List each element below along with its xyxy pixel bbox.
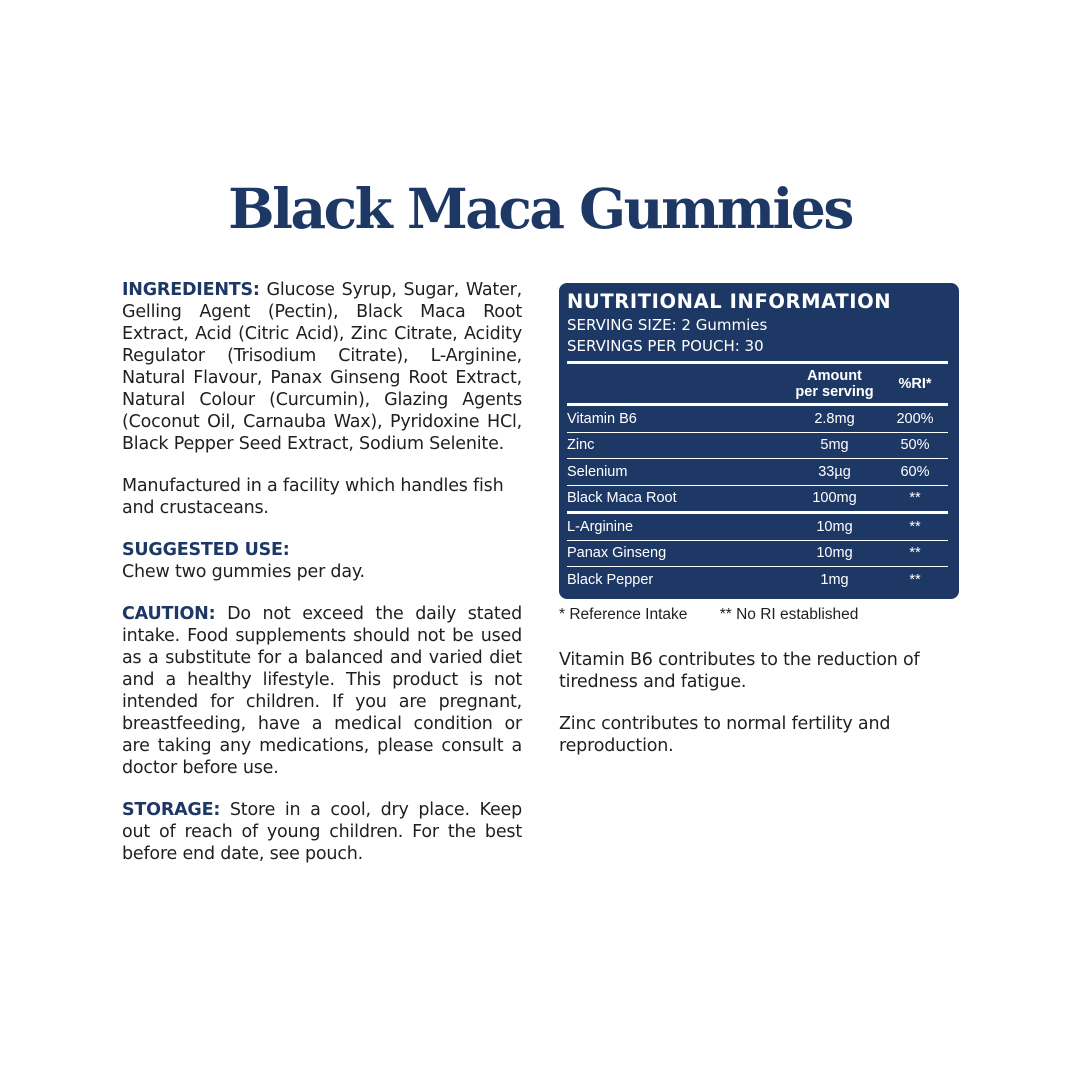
nutrition-title: NUTRITIONAL INFORMATION — [567, 290, 892, 313]
table-row — [567, 432, 948, 459]
table-row — [567, 485, 948, 513]
table-row — [567, 567, 948, 593]
nutrient-name: Panax Ginseng — [567, 540, 787, 567]
nutrient-amount: 5mg — [787, 432, 882, 459]
nutrient-ri: 50% — [882, 432, 948, 459]
claim-vitamin-b6: Vitamin B6 contributes to the reduction of tiredness and fatigue. — [559, 650, 920, 692]
table-footnotes — [559, 606, 959, 624]
header-amount — [787, 363, 882, 405]
ingredients-text: Glucose Syrup, Sugar, Water, Gelling Agent (Pectin), Black Maca Root Extract, Acid (Citric Acid), Zinc Citrate, Acidity Regulator (Trisodium Citrate), L-Arginine, Natural Flavour, Panax Ginseng Root Extract, Natural Colour (Curcumin), Glazing Agents (Coconut Oil, Carnauba Wax), Pyridoxine HCl, Black Pepper Seed Extract, Sodium Selenite. — [122, 280, 522, 454]
suggested-use-text: Chew two gummies per day. — [122, 562, 365, 582]
table-row — [567, 405, 948, 433]
ingredients-paragraph — [122, 279, 522, 455]
table-row — [567, 513, 948, 541]
nutrient-ri: ** — [882, 513, 948, 541]
nutrient-name: Vitamin B6 — [567, 405, 787, 433]
header-amount-line1: Amount — [807, 367, 862, 384]
health-claims — [559, 649, 959, 777]
serving-size: SERVING SIZE: 2 Gummies — [567, 316, 768, 334]
ingredients-label: INGREDIENTS: — [122, 280, 260, 300]
table-row — [567, 459, 948, 486]
caution-paragraph — [122, 603, 522, 779]
nutrient-name: Selenium — [567, 459, 787, 486]
header-name-cell — [567, 363, 787, 405]
nutrient-amount: 33µg — [787, 459, 882, 486]
storage-paragraph — [122, 799, 522, 865]
suggested-use-paragraph — [122, 539, 522, 583]
table-row — [567, 540, 948, 567]
header-ri: %RI* — [882, 363, 948, 405]
storage-text: Store in a cool, dry place. Keep out of reach of young children. For the best before end date, see pouch. — [122, 800, 522, 864]
servings-per-pouch: SERVINGS PER POUCH: 30 — [567, 337, 764, 355]
caution-label: CAUTION: — [122, 604, 216, 624]
nutrient-amount: 100mg — [787, 485, 882, 513]
nutrient-ri: 200% — [882, 405, 948, 433]
nutrient-name: Black Maca Root — [567, 485, 787, 513]
nutrient-name: Zinc — [567, 432, 787, 459]
product-title: Black Maca Gummies — [228, 176, 852, 241]
product-info-column — [122, 279, 522, 885]
nutrient-name: Black Pepper — [567, 571, 654, 588]
nutrient-name: L-Arginine — [567, 513, 787, 541]
nutrition-header-row — [567, 363, 948, 405]
suggested-use-label: SUGGESTED USE: — [122, 540, 290, 560]
nutrition-table — [567, 361, 948, 593]
footnote-no-ri: ** No RI established — [719, 606, 859, 623]
nutrient-amount: 10mg — [787, 513, 882, 541]
nutrient-amount: 10mg — [787, 540, 882, 567]
nutrient-ri: ** — [909, 571, 921, 588]
footnote-reference-intake: * Reference Intake — [559, 606, 688, 623]
nutrient-amount: 2.8mg — [787, 405, 882, 433]
storage-label: STORAGE: — [122, 800, 221, 820]
allergen-note: Manufactured in a facility which handles fish and crustaceans. — [122, 476, 504, 518]
header-amount-line2: per serving — [795, 383, 874, 400]
caution-text: Do not exceed the daily stated intake. Food supplements should not be used as a substitute for a balanced and varied diet and a healthy lifestyle. This product is not intended for children. If you are pregnant, breastfeeding, have a medical condition or are taking any medications, please consult a doctor before use. — [122, 604, 522, 778]
claim-zinc: Zinc contributes to normal fertility and reproduction. — [559, 714, 891, 756]
nutrition-panel — [559, 283, 959, 599]
nutrient-ri: ** — [882, 485, 948, 513]
nutrient-ri: ** — [882, 540, 948, 567]
nutrient-ri: 60% — [882, 459, 948, 486]
nutrient-amount: 1mg — [820, 571, 849, 588]
